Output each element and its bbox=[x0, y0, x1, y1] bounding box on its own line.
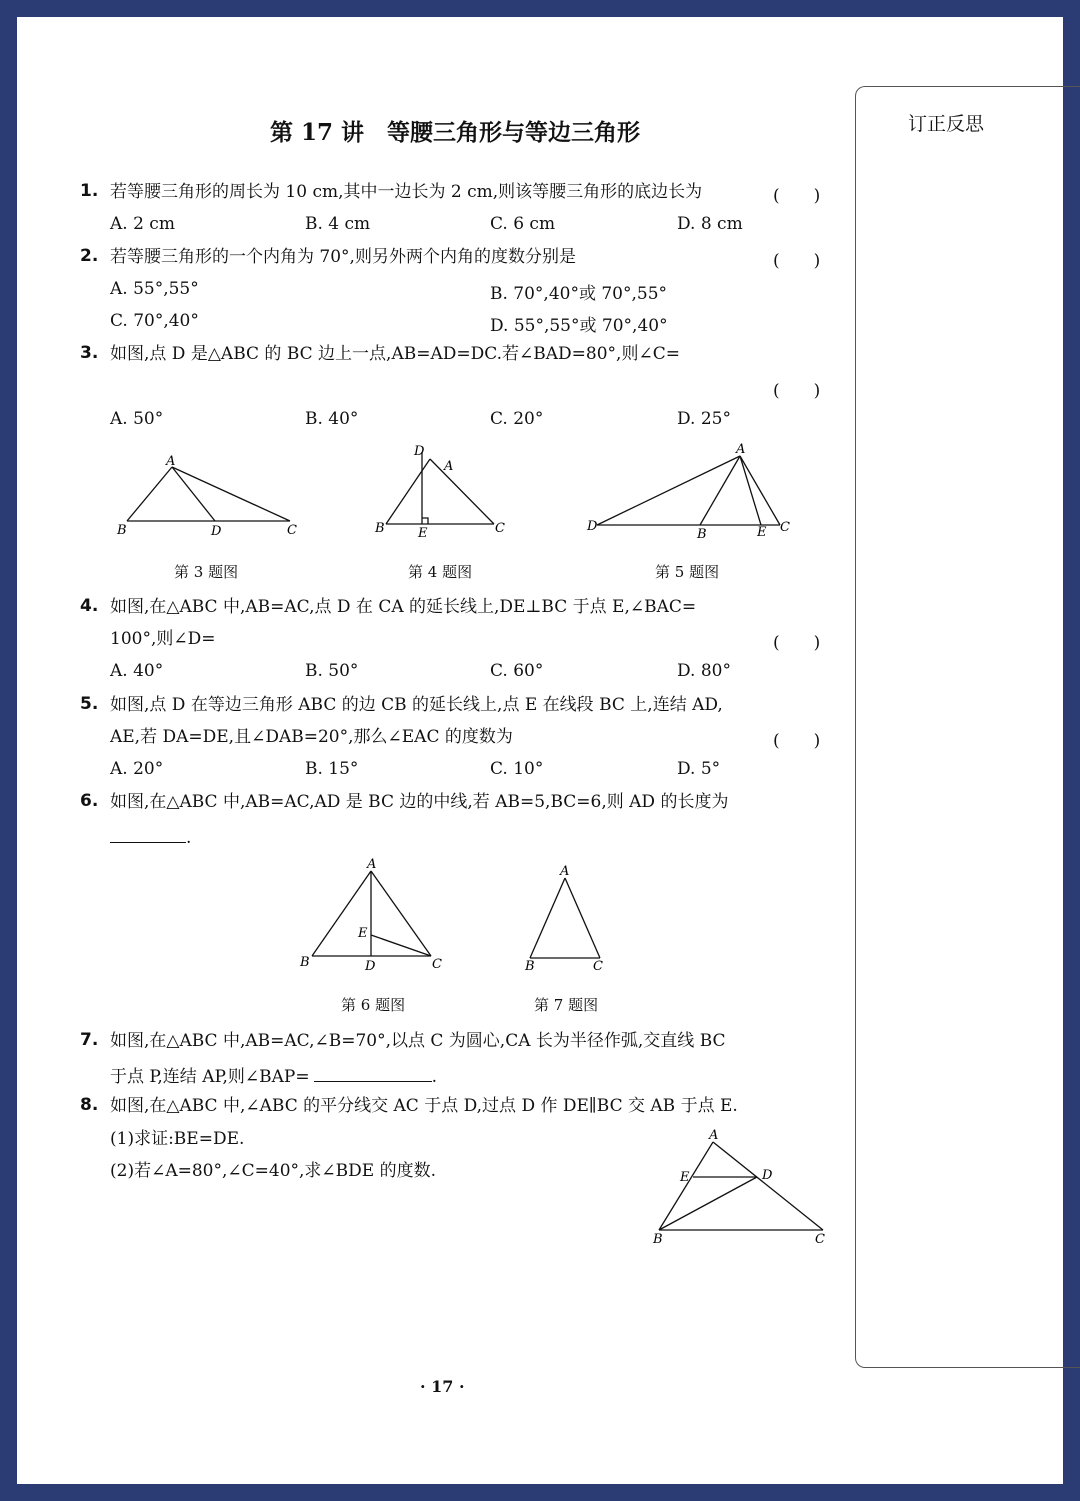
figure-4-caption: 第 4 题图 bbox=[408, 563, 473, 581]
option-b: B. 70°,40°或 70°,55° bbox=[490, 284, 668, 304]
question-text: 如图,在△ABC 中,AB=AC,∠B=70°,以点 C 为圆心,CA 长为半径作弧,交直线 BC bbox=[110, 1031, 726, 1051]
figure-6 bbox=[298, 855, 448, 975]
question-number: 6. bbox=[80, 791, 99, 811]
label-a: A bbox=[166, 454, 176, 469]
option-b: B. 40° bbox=[305, 409, 359, 429]
option-c: C. 6 cm bbox=[490, 214, 556, 234]
question-number: 4. bbox=[80, 596, 99, 616]
label-d: D bbox=[762, 1168, 773, 1183]
option-d: D. 80° bbox=[677, 661, 731, 681]
figure-6-caption: 第 6 题图 bbox=[341, 996, 406, 1014]
label-a: A bbox=[560, 864, 570, 879]
question-text: 如图,点 D 在等边三角形 ABC 的边 CB 的延长线上,点 E 在线段 BC 上,连结 AD, bbox=[110, 695, 723, 715]
label-a: A bbox=[444, 459, 454, 474]
option-a: A. 55°,55° bbox=[110, 279, 199, 299]
option-a: A. 2 cm bbox=[110, 214, 175, 234]
figure-3 bbox=[110, 450, 310, 540]
label-c: C bbox=[287, 523, 297, 538]
label-a: A bbox=[709, 1128, 719, 1143]
option-a: A. 20° bbox=[110, 759, 164, 779]
correction-reflection-panel bbox=[855, 86, 1080, 1368]
question-text: 如图,在△ABC 中,AB=AC,AD 是 BC 边的中线,若 AB=5,BC=6,则 AD 的长度为 bbox=[110, 792, 729, 812]
question-text: 若等腰三角形的周长为 10 cm,其中一边长为 2 cm,则该等腰三角形的底边长为 bbox=[110, 182, 703, 202]
figure-7 bbox=[520, 860, 620, 980]
option-d: D. 5° bbox=[677, 759, 721, 779]
figure-5 bbox=[585, 442, 805, 542]
question-tail: . bbox=[186, 828, 192, 848]
label-d: D bbox=[587, 519, 598, 534]
label-e: E bbox=[757, 525, 767, 540]
option-b: B. 4 cm bbox=[305, 214, 371, 234]
option-b: B. 50° bbox=[305, 661, 359, 681]
option-b: B. 15° bbox=[305, 759, 359, 779]
question-number: 7. bbox=[80, 1030, 99, 1050]
option-d: D. 8 cm bbox=[677, 214, 743, 234]
label-b: B bbox=[375, 521, 385, 536]
question-text-continued: AE,若 DA=DE,且∠DAB=20°,那么∠EAC 的度数为 bbox=[110, 727, 513, 747]
question-text-continued: 100°,则∠D= bbox=[110, 629, 216, 649]
question-text: 如图,点 D 是△ABC 的 BC 边上一点,AB=AD=DC.若∠BAD=80°,则∠C= bbox=[110, 344, 680, 364]
page-number: · 17 · bbox=[420, 1377, 465, 1396]
option-d: D. 55°,55°或 70°,40° bbox=[490, 316, 668, 336]
figure-7-caption: 第 7 题图 bbox=[534, 996, 599, 1014]
option-a: A. 40° bbox=[110, 661, 164, 681]
label-d: D bbox=[365, 959, 376, 974]
option-c: C. 20° bbox=[490, 409, 544, 429]
question-number: 8. bbox=[80, 1095, 99, 1115]
label-d: D bbox=[211, 524, 222, 539]
label-b: B bbox=[653, 1232, 663, 1247]
label-c: C bbox=[593, 959, 603, 974]
question-text-part: 于点 P,连结 AP,则∠BAP= bbox=[110, 1067, 310, 1087]
answer-paren: ( ) bbox=[773, 633, 821, 653]
answer-blank-line bbox=[110, 824, 191, 849]
question-part-2: (2)若∠A=80°,∠C=40°,求∠BDE 的度数. bbox=[110, 1161, 436, 1181]
label-c: C bbox=[432, 957, 442, 972]
label-d: D bbox=[414, 444, 425, 459]
label-e: E bbox=[358, 926, 368, 941]
sidebar-title: 订正反思 bbox=[908, 113, 985, 135]
question-text: 如图,在△ABC 中,∠ABC 的平分线交 AC 于点 D,过点 D 作 DE∥BC 交 AB 于点 E. bbox=[110, 1096, 738, 1116]
label-b: B bbox=[300, 955, 310, 970]
answer-paren: ( ) bbox=[773, 251, 821, 271]
label-a: A bbox=[367, 857, 377, 872]
figure-4 bbox=[372, 442, 512, 542]
answer-paren: ( ) bbox=[773, 381, 821, 401]
label-b: B bbox=[697, 527, 707, 542]
question-text-continued bbox=[110, 1063, 437, 1088]
label-c: C bbox=[780, 520, 790, 535]
figure-8 bbox=[645, 1125, 835, 1255]
question-number: 5. bbox=[80, 694, 99, 714]
option-a: A. 50° bbox=[110, 409, 164, 429]
question-tail: . bbox=[431, 1067, 437, 1087]
label-c: C bbox=[495, 521, 505, 536]
option-d: D. 25° bbox=[677, 409, 731, 429]
label-c: C bbox=[815, 1232, 825, 1247]
label-b: B bbox=[525, 959, 535, 974]
option-c: C. 10° bbox=[490, 759, 544, 779]
label-a: A bbox=[736, 442, 746, 457]
option-c: C. 60° bbox=[490, 661, 544, 681]
question-text: 如图,在△ABC 中,AB=AC,点 D 在 CA 的延长线上,DE⊥BC 于点 E,∠BAC= bbox=[110, 597, 697, 617]
label-e: E bbox=[418, 526, 428, 541]
answer-paren: ( ) bbox=[773, 731, 821, 751]
figure-5-caption: 第 5 题图 bbox=[655, 563, 720, 581]
question-number: 2. bbox=[80, 246, 99, 266]
question-part-1: (1)求证:BE=DE. bbox=[110, 1129, 245, 1149]
lesson-title: 第 17 讲 等腰三角形与等边三角形 bbox=[269, 119, 641, 146]
question-number: 3. bbox=[80, 343, 99, 363]
figure-3-caption: 第 3 题图 bbox=[174, 563, 239, 581]
label-b: B bbox=[117, 523, 127, 538]
label-e: E bbox=[680, 1170, 690, 1185]
option-c: C. 70°,40° bbox=[110, 311, 199, 331]
question-text: 若等腰三角形的一个内角为 70°,则另外两个内角的度数分别是 bbox=[110, 247, 576, 267]
question-number: 1. bbox=[80, 181, 99, 201]
answer-paren: ( ) bbox=[773, 186, 821, 206]
